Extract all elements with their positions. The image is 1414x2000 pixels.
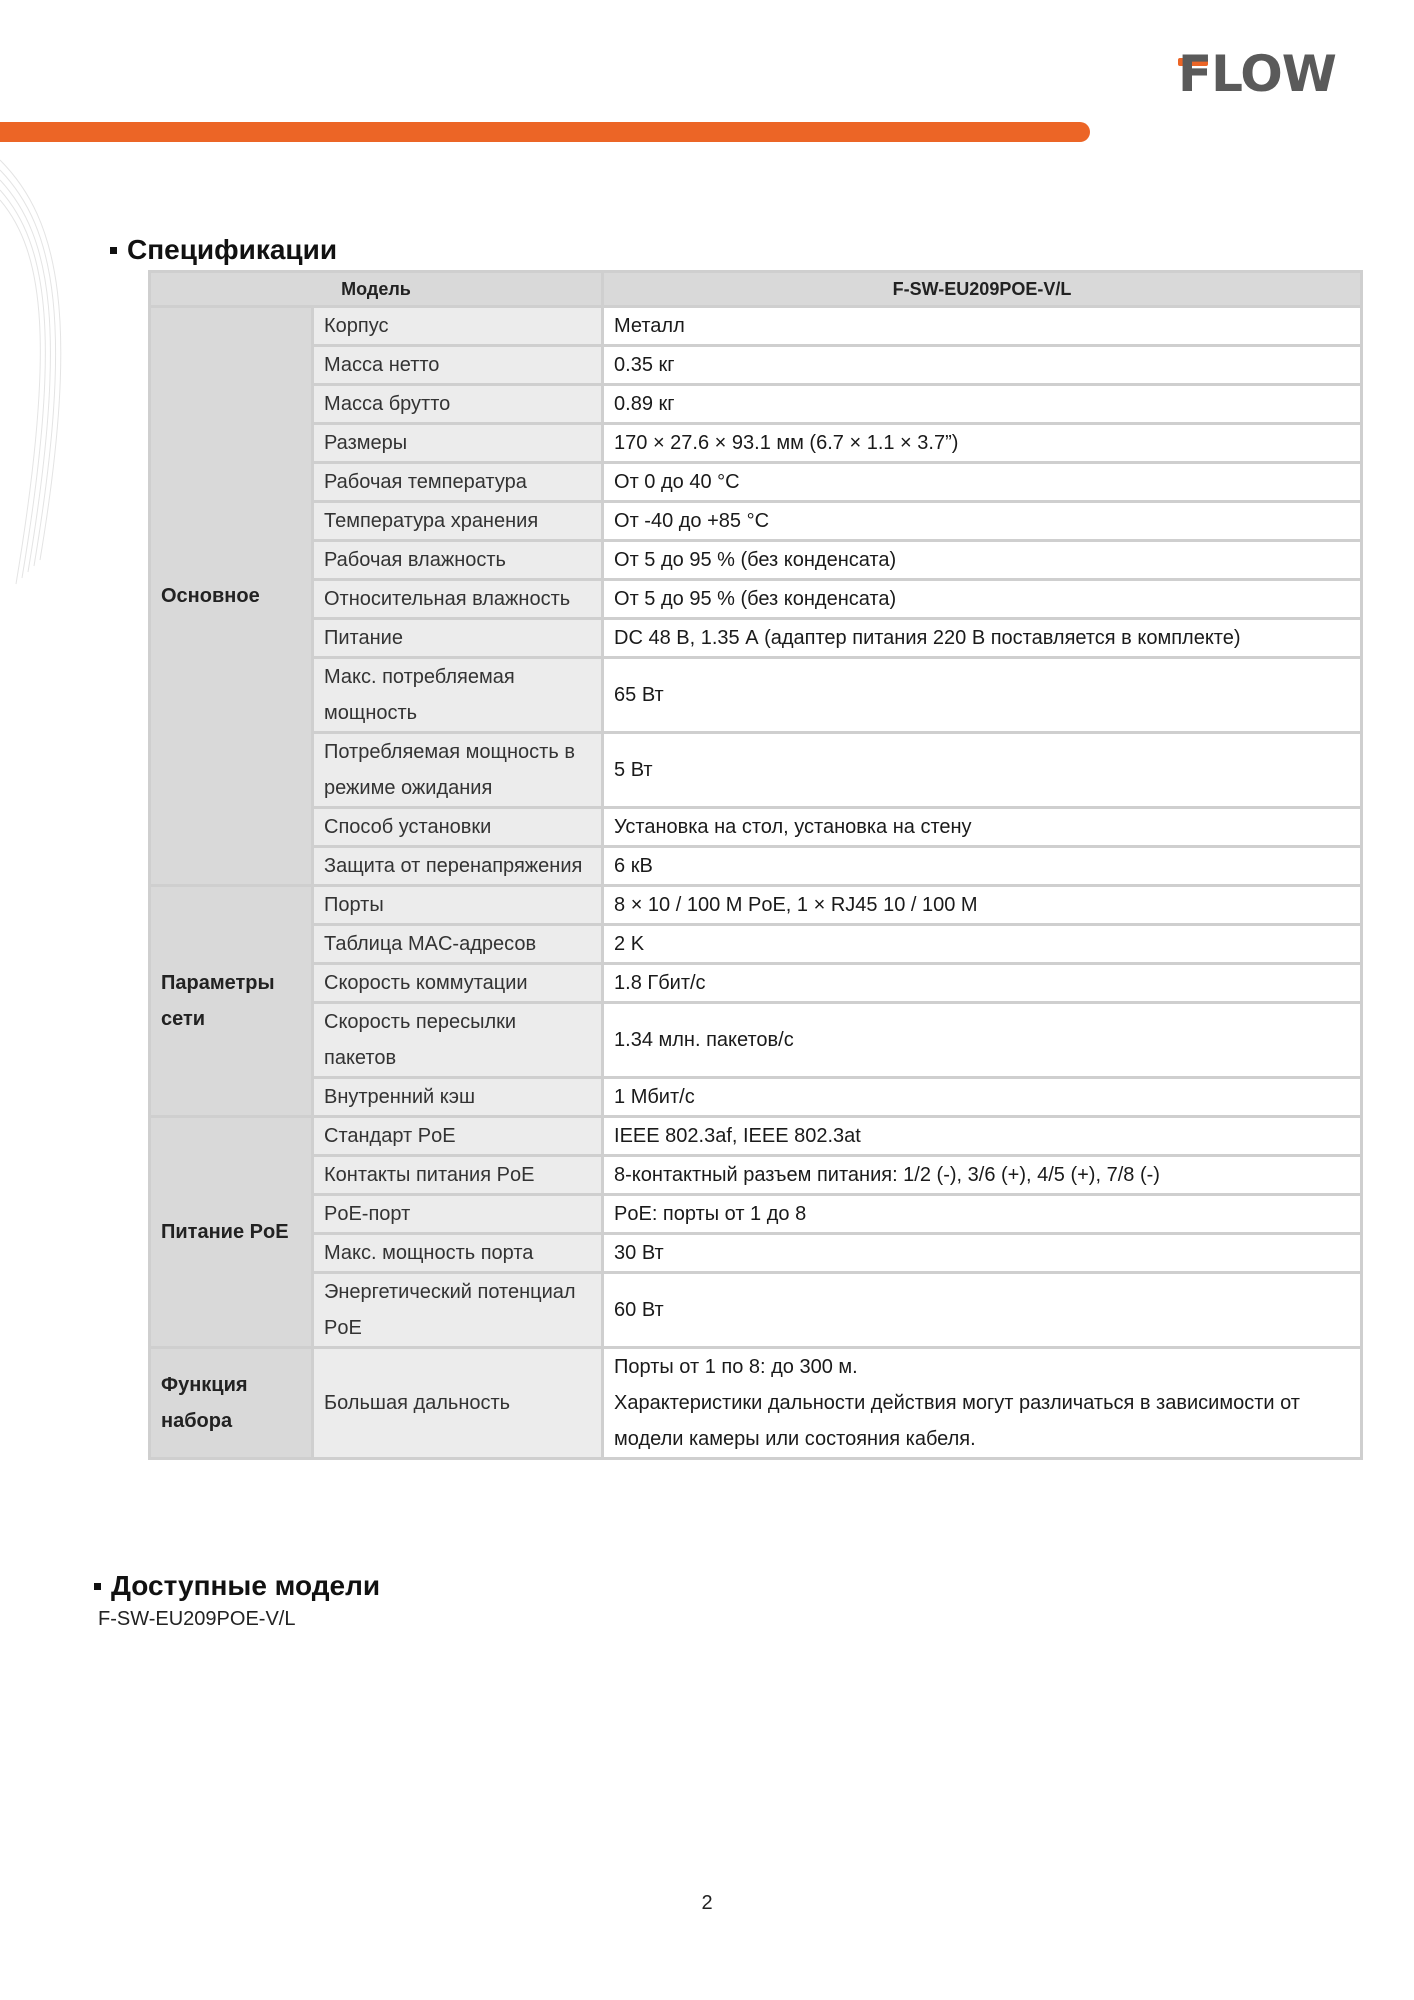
table-row [150, 733, 1362, 808]
param-value: Установка на стол, установка на стену [603, 808, 1362, 847]
param-label: Питание [313, 619, 603, 658]
table-row [150, 385, 1362, 424]
param-label: Макс. потребляемая мощность [313, 658, 603, 733]
param-value: От -40 до +85 °C [603, 502, 1362, 541]
param-value: От 5 до 95 % (без конденсата) [603, 580, 1362, 619]
param-value: 65 Вт [603, 658, 1362, 733]
table-row [150, 307, 1362, 346]
logo-text: FLOW [1178, 45, 1336, 103]
param-value: 8-контактный разъем питания: 1/2 (-), 3/6 (+), 4/5 (+), 7/8 (-) [603, 1156, 1362, 1195]
group-label: Функция набора [150, 1348, 313, 1459]
spec-table [148, 270, 1363, 1460]
table-row [150, 502, 1362, 541]
param-value: DC 48 В, 1.35 А (адаптер питания 220 В поставляется в комплекте) [603, 619, 1362, 658]
param-label: Способ установки [313, 808, 603, 847]
param-value: От 5 до 95 % (без конденсата) [603, 541, 1362, 580]
param-label: Защита от перенапряжения [313, 847, 603, 886]
param-value: Металл [603, 307, 1362, 346]
table-row [150, 964, 1362, 1003]
table-row [150, 808, 1362, 847]
param-value: 0.35 кг [603, 346, 1362, 385]
param-label: Большая дальность [313, 1348, 603, 1459]
param-value: 5 Вт [603, 733, 1362, 808]
header-orange-bar [0, 122, 1090, 142]
table-row [150, 658, 1362, 733]
model-value-cell: F-SW-EU209POE-V/L [603, 272, 1362, 307]
heading-bullet [94, 1583, 101, 1590]
param-label: Таблица MAC-адресов [313, 925, 603, 964]
param-label: Макс. мощность порта [313, 1234, 603, 1273]
table-row [150, 847, 1362, 886]
param-label: Рабочая влажность [313, 541, 603, 580]
param-value: 170 × 27.6 × 93.1 мм (6.7 × 1.1 × 3.7”) [603, 424, 1362, 463]
param-value: 60 Вт [603, 1273, 1362, 1348]
param-value: 1.34 млн. пакетов/с [603, 1003, 1362, 1078]
table-row [150, 1117, 1362, 1156]
param-label: Внутренний кэш [313, 1078, 603, 1117]
table-row [150, 1003, 1362, 1078]
table-row [150, 1195, 1362, 1234]
table-row [150, 424, 1362, 463]
param-value: IEEE 802.3af, IEEE 802.3at [603, 1117, 1362, 1156]
table-row [150, 886, 1362, 925]
param-value: 0.89 кг [603, 385, 1362, 424]
table-header-row [150, 272, 1362, 307]
table-row [150, 1234, 1362, 1273]
flow-logo [1178, 45, 1344, 103]
group-label: Основное [150, 307, 313, 886]
table-row [150, 1078, 1362, 1117]
table-row [150, 619, 1362, 658]
param-value: 8 × 10 / 100 M PoE, 1 × RJ45 10 / 100 M [603, 886, 1362, 925]
param-label: Контакты питания PoE [313, 1156, 603, 1195]
table-row [150, 1348, 1362, 1459]
param-value: 1.8 Гбит/с [603, 964, 1362, 1003]
table-row [150, 1273, 1362, 1348]
param-value: 6 кВ [603, 847, 1362, 886]
models-heading [94, 1570, 380, 1602]
table-row [150, 346, 1362, 385]
available-model-text: F-SW-EU209POE-V/L [98, 1608, 296, 1630]
param-label: Скорость коммутации [313, 964, 603, 1003]
param-value: От 0 до 40 °C [603, 463, 1362, 502]
param-label: Масса нетто [313, 346, 603, 385]
param-label: Порты [313, 886, 603, 925]
param-label: Энергетический потенциал PoE [313, 1273, 603, 1348]
param-label: Относительная влажность [313, 580, 603, 619]
models-heading-text: Доступные модели [111, 1570, 381, 1601]
param-value: PoE: порты от 1 до 8 [603, 1195, 1362, 1234]
table-row [150, 925, 1362, 964]
table-row [150, 463, 1362, 502]
param-value: Порты от 1 по 8: до 300 м. Характеристики дальности действия могут различаться в зависимости от модели камеры или состояния кабеля. [603, 1348, 1362, 1459]
model-label-cell: Модель [150, 272, 603, 307]
heading-bullet [110, 247, 117, 254]
param-value: 1 Мбит/с [603, 1078, 1362, 1117]
param-value: 2 K [603, 925, 1362, 964]
param-label: Корпус [313, 307, 603, 346]
group-label: Параметры сети [150, 886, 313, 1117]
param-label: Масса брутто [313, 385, 603, 424]
param-label: PoE-порт [313, 1195, 603, 1234]
spec-heading [110, 234, 337, 266]
table-row [150, 580, 1362, 619]
param-label: Рабочая температура [313, 463, 603, 502]
table-row [150, 1156, 1362, 1195]
spec-table-body [150, 307, 1362, 1459]
decorative-swirl-lines [0, 0, 120, 600]
param-value: 30 Вт [603, 1234, 1362, 1273]
page-number: 2 [701, 1892, 713, 1914]
group-label: Питание PoE [150, 1117, 313, 1348]
param-label: Скорость пересылки пакетов [313, 1003, 603, 1078]
param-label: Потребляемая мощность в режиме ожидания [313, 733, 603, 808]
param-label: Размеры [313, 424, 603, 463]
param-label: Стандарт PoE [313, 1117, 603, 1156]
spec-heading-text: Спецификации [127, 234, 338, 265]
table-row [150, 541, 1362, 580]
param-label: Температура хранения [313, 502, 603, 541]
